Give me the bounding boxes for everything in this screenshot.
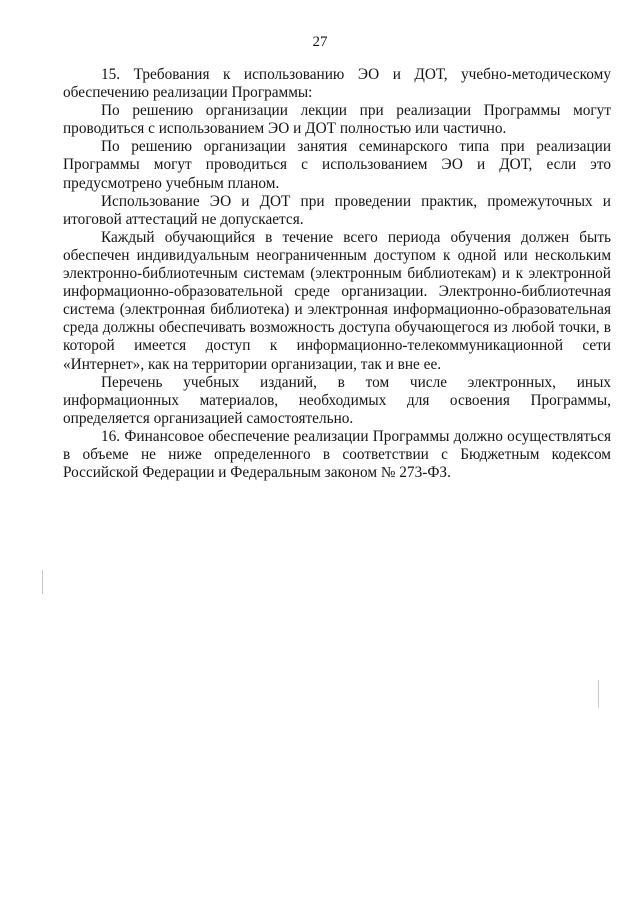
document-body xyxy=(63,66,611,482)
paragraph-attestation: Использование ЭО и ДОТ при проведении практик, промежуточных и итоговой аттестаций не допускается. xyxy=(63,192,611,228)
section-15-heading: 15. Требования к использованию ЭО и ДОТ, учебно-методическому обеспечению реализации Программы: xyxy=(63,66,611,102)
section-16-financing: 16. Финансовое обеспечение реализации Программы должно осуществляться в объеме не ниже определенного в соответствии с Бюджетным кодексом Российской Федерации и Федеральным законом № 273-ФЗ. xyxy=(63,427,611,482)
scan-artifact-left xyxy=(42,570,43,594)
paragraph-study-materials: Перечень учебных изданий, в том числе электронных, иных информационных материалов, необходимых для освоения Программы, определяется организацией самостоятельно. xyxy=(63,373,611,427)
paragraph-library-access: Каждый обучающийся в течение всего периода обучения должен быть обеспечен индивидуальным неограниченным доступом к одной или нескольким электронно-библиотечным системам (электронным библиотекам) и к электронной информационно-образовательной среде организации. Электронно-библиотечная система (электронная библиотека) и электронная информационно-образовательная среда должны обеспечивать возможность доступа обучающегося из любой точки, в которой имеется доступ к информационно-телекоммуникационной сети «Интернет», как на территории организации, так и вне ее. xyxy=(63,228,611,373)
page-number: 27 xyxy=(312,34,328,50)
scan-artifact-right xyxy=(598,680,599,708)
paragraph-seminars: По решению организации занятия семинарского типа при реализации Программы могут проводиться с использованием ЭО и ДОТ, если это предусмотрено учебным планом. xyxy=(63,138,611,192)
paragraph-lectures: По решению организации лекции при реализации Программы могут проводиться с использованием ЭО и ДОТ полностью или частично. xyxy=(63,102,611,138)
